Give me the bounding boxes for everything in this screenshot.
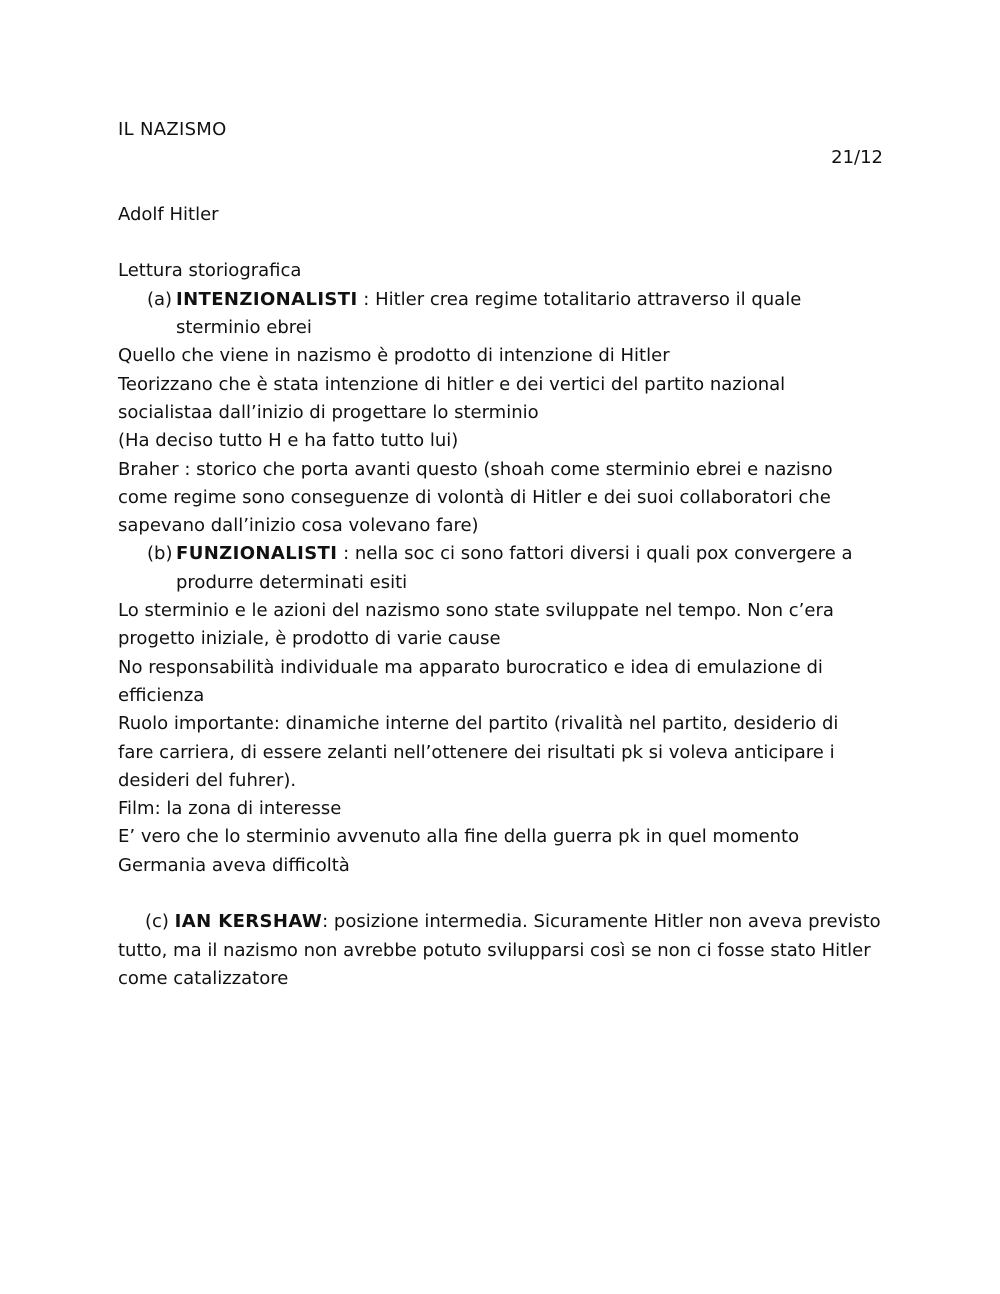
list-item-b	[118, 540, 883, 597]
document-title: IL NAZISMO	[118, 119, 227, 140]
paragraph-line: Braher : storico che porta avanti questo (shoah come sterminio ebrei e nazisno	[118, 458, 833, 480]
spacer	[118, 880, 883, 908]
paragraph-line: E’ vero che lo sterminio avvenuto alla fine della guerra pk in quel momento	[118, 826, 800, 848]
paragraph-line: progetto iniziale, è prodotto di varie cause	[118, 628, 501, 650]
paragraph-line: Quello che viene in nazismo è prodotto di intenzione di Hitler	[118, 345, 670, 367]
list-item-text	[176, 286, 883, 343]
document-page	[118, 116, 883, 993]
paragraph-line: No responsabilità individuale ma apparato burocratico e idea di emulazione di	[118, 656, 823, 678]
list-marker: (b)	[147, 543, 173, 565]
paragraph-line: (Ha deciso tutto H e ha fatto tutto lui)	[118, 430, 459, 452]
term-description: : Hitler crea regime totalitario attraverso il quale sterminio ebrei	[176, 288, 802, 339]
list-item-text	[176, 540, 883, 597]
section-heading: Lettura storiografica	[118, 260, 302, 282]
paragraph-line: socialistaa dall’inizio di progettare lo sterminio	[118, 401, 539, 423]
paragraph-line: Film: la zona di interesse	[118, 798, 342, 820]
term-label: IAN KERSHAW	[174, 911, 323, 933]
paragraph-line: efficienza	[118, 684, 205, 706]
term-description: : nella soc ci sono fattori diversi i quali pox convergere a produrre determinati esiti	[176, 543, 853, 593]
document-date: 21/12	[831, 147, 883, 169]
spacer	[118, 173, 883, 201]
list-item-c	[118, 908, 883, 993]
list-item-a	[118, 286, 883, 343]
paragraph-line: Lo sterminio e le azioni del nazismo sono state sviluppate nel tempo. Non c’era	[118, 600, 834, 622]
term-label: INTENZIONALISTI	[176, 288, 358, 310]
term-description: : posizione intermedia. Sicuramente Hitler non aveva previsto tutto, ma il nazismo non avrebbe potuto svilupparsi così se non ci fosse stato Hitler come catalizzatore	[118, 911, 881, 989]
list-marker: (c)	[145, 911, 175, 933]
paragraph-line: Germania aveva difficoltà	[118, 854, 350, 876]
term-label: FUNZIONALISTI	[176, 543, 338, 565]
list-marker: (a)	[147, 288, 173, 310]
paragraph-line: Teorizzano che è stata intenzione di hitler e dei vertici del partito nazional	[118, 373, 786, 395]
paragraph-line: sapevano dall’inizio cosa volevano fare)	[118, 515, 479, 537]
subject-line: Adolf Hitler	[118, 203, 219, 225]
spacer	[118, 229, 883, 257]
paragraph-line: Ruolo importante: dinamiche interne del partito (rivalità nel partito, desiderio di	[118, 713, 839, 735]
paragraph-line: fare carriera, di essere zelanti nell’ottenere dei risultati pk si voleva anticipare i	[118, 741, 835, 763]
paragraph-line: desideri del fuhrer).	[118, 769, 297, 791]
paragraph-line: come regime sono conseguenze di volontà di Hitler e dei suoi collaboratori che	[118, 486, 831, 508]
